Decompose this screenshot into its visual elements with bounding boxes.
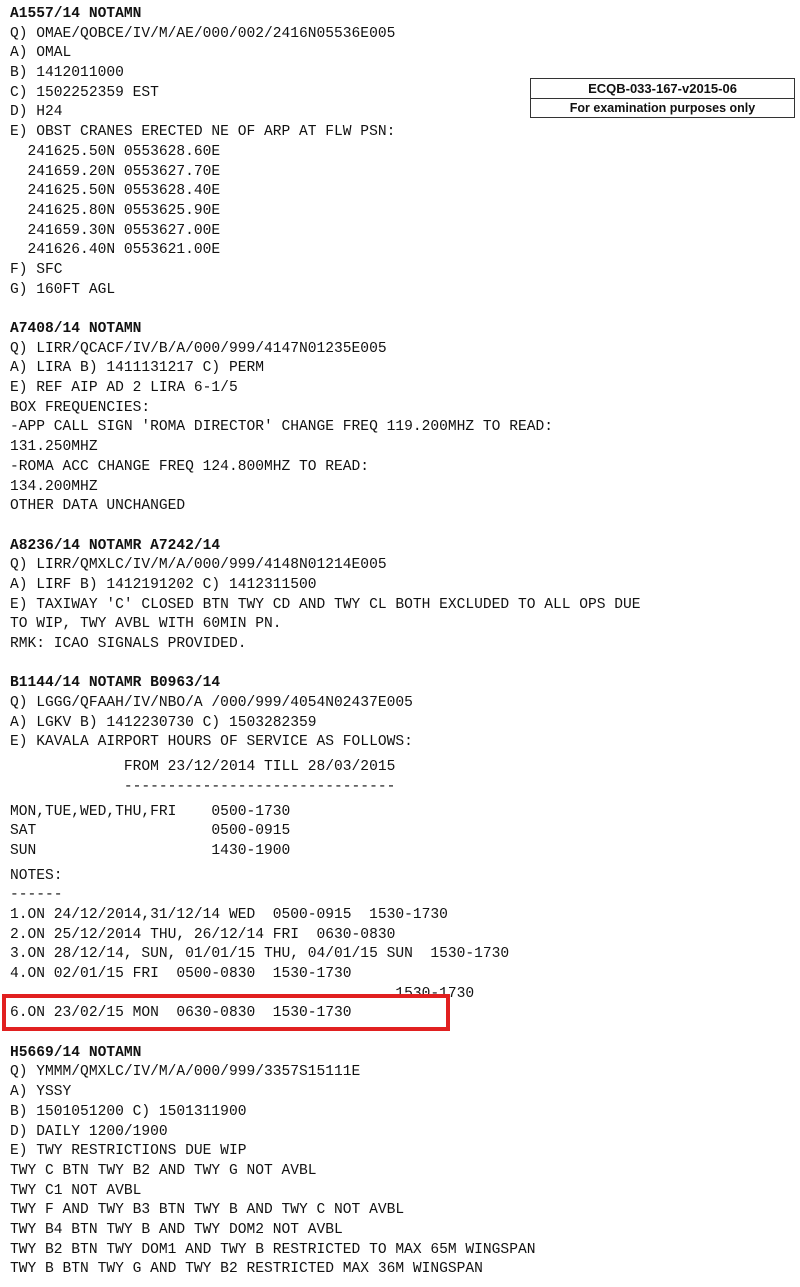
notes-label: NOTES: <box>10 867 63 884</box>
notam-b1144 <box>10 674 790 1024</box>
notam-line: 241659.20N 0553627.70E <box>10 163 221 180</box>
notam-a7408 <box>10 320 790 517</box>
notam-line: B) 1412011000 <box>10 65 124 82</box>
notam-line: BOX FREQUENCIES: <box>10 399 151 416</box>
notam-header: A7408/14 NOTAMN <box>10 321 142 337</box>
notam-line: 241625.50N 0553628.40E <box>10 183 221 200</box>
notam-line: TWY F AND TWY B3 BTN TWY B AND TWY C NOT AVBL <box>10 1202 405 1219</box>
notam-line: Q) LIRR/QMXLC/IV/M/A/000/999/4148N01214E005 <box>10 557 387 574</box>
notam-line: 131.250MHZ <box>10 439 98 456</box>
notam-line: -APP CALL SIGN 'ROMA DIRECTOR' CHANGE FREQ 119.200MHZ TO READ: <box>10 419 553 436</box>
notam-line: 134.200MHZ <box>10 478 98 495</box>
notam-header: A8236/14 NOTAMR A7242/14 <box>10 537 221 554</box>
highlighted-note: 6.ON 23/02/15 MON 0630-0830 1530-1730 <box>10 1004 790 1024</box>
schedule-divider: ------------------------------- <box>10 778 396 795</box>
notam-header: B1144/14 NOTAMR B0963/14 <box>10 675 221 692</box>
notam-line: E) TAXIWAY 'C' CLOSED BTN TWY CD AND TWY CL BOTH EXCLUDED TO ALL OPS DUE <box>10 596 641 613</box>
notam-line: Q) OMAE/QOBCE/IV/M/AE/000/002/2416N05536E005 <box>10 25 396 42</box>
notam-line: TWY C1 NOT AVBL <box>10 1182 142 1199</box>
note-item: 3.ON 28/12/14, SUN, 01/01/15 THU, 04/01/15 SUN 1530-1730 <box>10 946 510 963</box>
notam-line: 241659.30N 0553627.00E <box>10 222 221 239</box>
exam-code: ECQB-033-167-v2015-06 <box>531 79 794 99</box>
notam-line: D) DAILY 1200/1900 <box>10 1123 168 1140</box>
note-item: 1.ON 24/12/2014,31/12/14 WED 0500-0915 1530-1730 <box>10 906 448 923</box>
notam-line: A) LIRF B) 1412191202 C) 1412311500 <box>10 576 317 593</box>
schedule-row: SUN 1430-1900 <box>10 842 291 859</box>
schedule-row: SAT 0500-0915 <box>10 823 291 840</box>
notam-line: Q) YMMM/QMXLC/IV/M/A/000/999/3357S15111E <box>10 1064 361 1081</box>
notam-h5669 <box>10 1044 790 1280</box>
notam-line: 241625.50N 0553628.60E <box>10 143 221 160</box>
notam-line: E) KAVALA AIRPORT HOURS OF SERVICE AS FOLLOWS: <box>10 734 413 751</box>
notam-line: TWY C BTN TWY B2 AND TWY G NOT AVBL <box>10 1162 317 1179</box>
schedule-period: FROM 23/12/2014 TILL 28/03/2015 <box>10 759 396 776</box>
note-item-partial: 1530-1730 <box>10 985 475 1002</box>
notam-line: G) 160FT AGL <box>10 281 116 298</box>
notam-line: E) OBST CRANES ERECTED NE OF ARP AT FLW PSN: <box>10 124 396 141</box>
notam-line: B) 1501051200 C) 1501311900 <box>10 1103 247 1120</box>
notam-line: F) SFC <box>10 261 63 278</box>
notam-line: TWY B BTN TWY G AND TWY B2 RESTRICTED MAX 36M WINGSPAN <box>10 1261 483 1278</box>
note-item: 2.ON 25/12/2014 THU, 26/12/14 FRI 0630-0830 <box>10 926 396 943</box>
notam-line: A) YSSY <box>10 1084 72 1101</box>
notam-line: A) LIRA B) 1411131217 C) PERM <box>10 360 264 377</box>
notam-line: 241626.40N 0553621.00E <box>10 242 221 259</box>
notam-a8236 <box>10 537 790 655</box>
notam-a1557 <box>10 5 790 300</box>
notam-line: Q) LGGG/QFAAH/IV/NBO/A /000/999/4054N02437E005 <box>10 695 413 712</box>
notam-line: E) REF AIP AD 2 LIRA 6-1/5 <box>10 380 238 397</box>
notam-line: A) LGKV B) 1412230730 C) 1503282359 <box>10 714 317 731</box>
notam-line: Q) LIRR/QCACF/IV/B/A/000/999/4147N01235E005 <box>10 340 387 357</box>
notam-line: D) H24 <box>10 104 63 121</box>
notam-line: 241625.80N 0553625.90E <box>10 202 221 219</box>
notam-document <box>10 5 790 1280</box>
notam-header: A1557/14 NOTAMN <box>10 6 142 22</box>
notam-line: RMK: ICAO SIGNALS PROVIDED. <box>10 636 247 652</box>
notam-line: OTHER DATA UNCHANGED <box>10 498 186 515</box>
notam-line: -ROMA ACC CHANGE FREQ 124.800MHZ TO READ: <box>10 458 370 475</box>
notam-line: C) 1502252359 EST <box>10 84 159 101</box>
notam-line: TWY B2 BTN TWY DOM1 AND TWY B RESTRICTED TO MAX 65M WINGSPAN <box>10 1241 536 1258</box>
notam-line: A) OMAL <box>10 45 72 62</box>
notes-divider: ------ <box>10 887 63 904</box>
note-item: 4.ON 02/01/15 FRI 0500-0830 1530-1730 <box>10 966 352 982</box>
schedule-row: MON,TUE,WED,THU,FRI 0500-1730 <box>10 803 291 820</box>
notam-line: TO WIP, TWY AVBL WITH 60MIN PN. <box>10 616 282 633</box>
notam-line: E) TWY RESTRICTIONS DUE WIP <box>10 1143 247 1160</box>
notam-line: TWY B4 BTN TWY B AND TWY DOM2 NOT AVBL <box>10 1221 343 1238</box>
notam-header: H5669/14 NOTAMN <box>10 1044 142 1061</box>
exam-note: For examination purposes only <box>569 101 756 115</box>
